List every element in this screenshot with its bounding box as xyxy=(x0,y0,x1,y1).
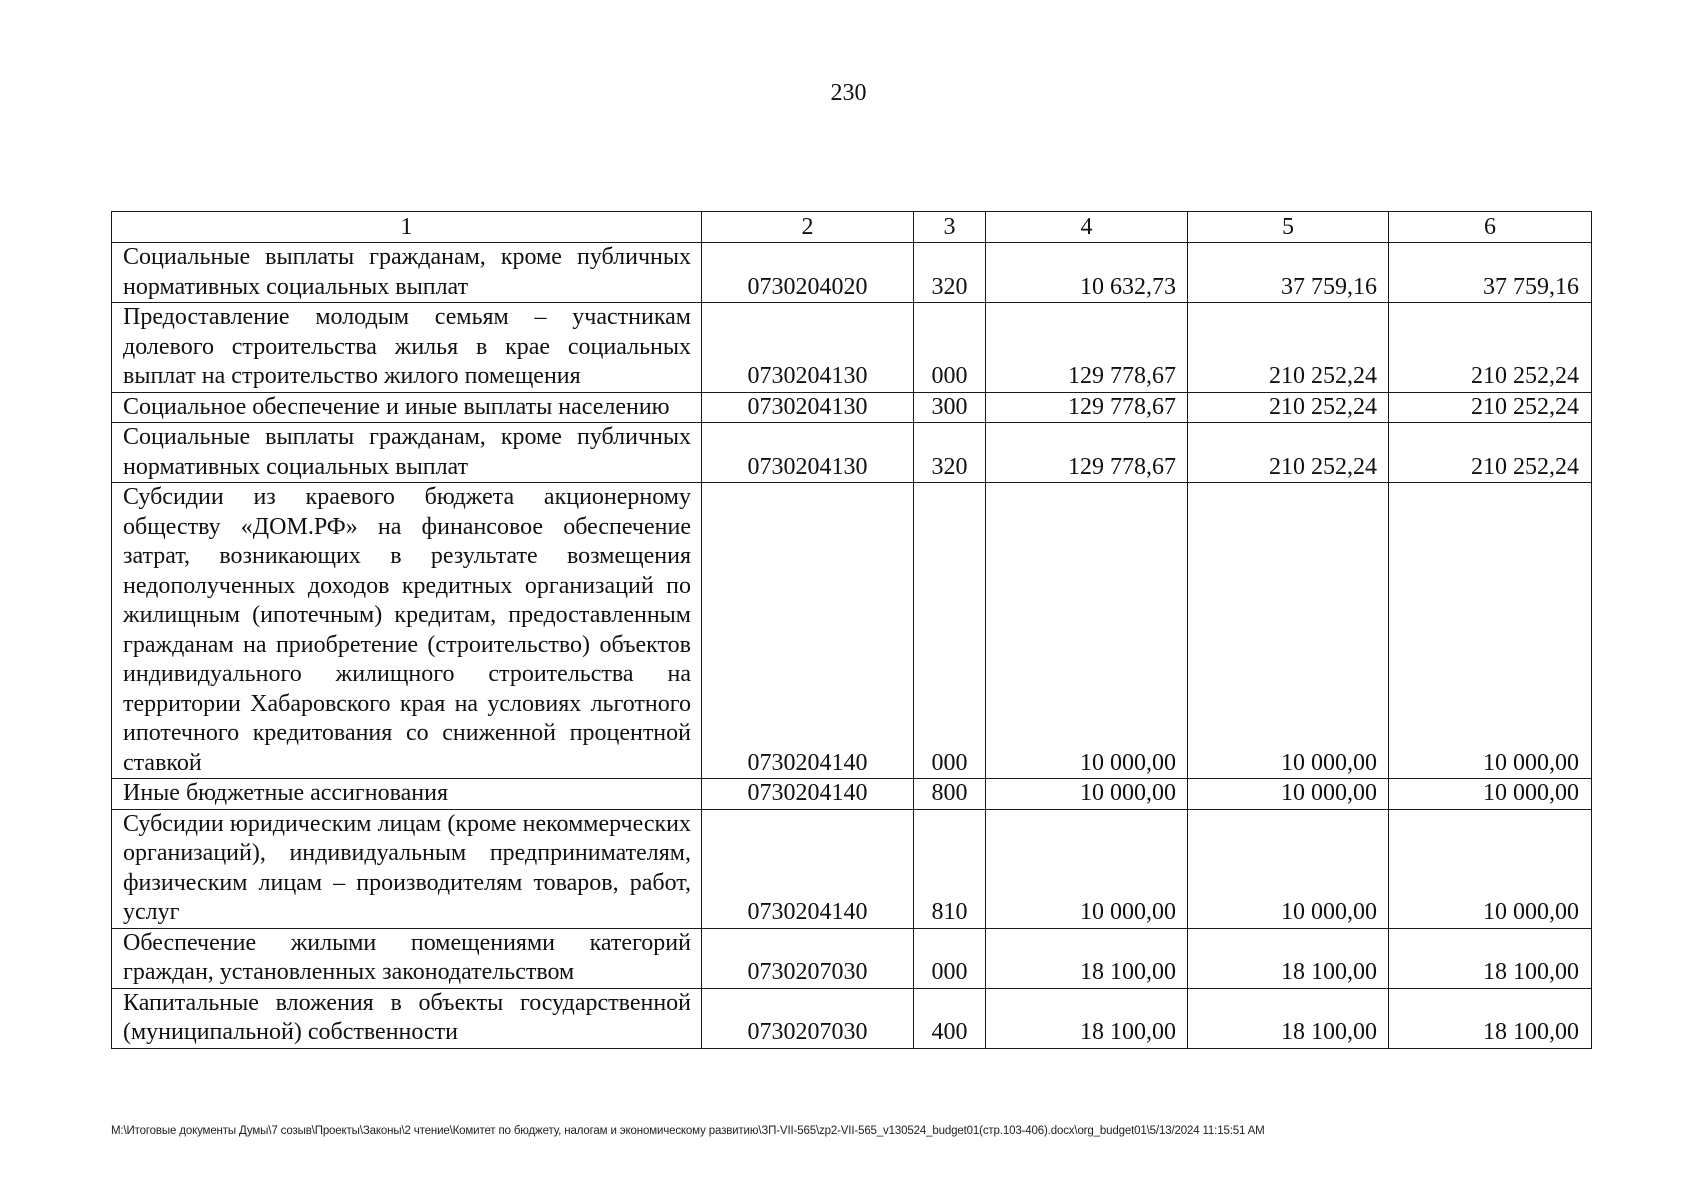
expense-type-cell: 000 xyxy=(914,928,986,988)
amount-col4-cell: 129 778,67 xyxy=(986,423,1188,483)
page-number: 230 xyxy=(830,80,867,106)
expense-type-cell: 800 xyxy=(914,779,986,810)
table-header-row xyxy=(112,212,1592,243)
item-name-cell: Обеспечение жилыми помещениями категорий граждан, установленных законодательством xyxy=(112,928,702,988)
expense-type-cell: 000 xyxy=(914,303,986,393)
amount-col5-cell: 10 000,00 xyxy=(1188,483,1389,779)
header-cell: 5 xyxy=(1188,212,1389,243)
target-code-cell: 0730204130 xyxy=(702,423,914,483)
amount-col6-cell: 37 759,16 xyxy=(1389,243,1592,303)
item-name-cell: Капитальные вложения в объекты государственной (муниципальной) собственности xyxy=(112,988,702,1048)
expense-type-cell: 320 xyxy=(914,423,986,483)
amount-col6-cell: 210 252,24 xyxy=(1389,423,1592,483)
header-cell: 1 xyxy=(112,212,702,243)
table-row xyxy=(112,243,1592,303)
item-name-cell: Субсидии из краевого бюджета акционерному обществу «ДОМ.РФ» на финансовое обеспечение затрат, возникающих в результате возмещения недополученных доходов кредитных организаций по жилищным (ипотечным) кредитам, предоставленным гражданам на приобретение (строительство) объектов индивидуального жилищного строительства на территории Хабаровского края на условиях льготного ипотечного кредитования со сниженной процентной ставкой xyxy=(112,483,702,779)
amount-col4-cell: 10 632,73 xyxy=(986,243,1188,303)
item-name-cell: Социальное обеспечение и иные выплаты населению xyxy=(112,392,702,423)
table-row xyxy=(112,988,1592,1048)
header-cell: 4 xyxy=(986,212,1188,243)
expense-type-cell: 400 xyxy=(914,988,986,1048)
table-row xyxy=(112,392,1592,423)
target-code-cell: 0730204140 xyxy=(702,809,914,928)
amount-col4-cell: 18 100,00 xyxy=(986,988,1188,1048)
amount-col6-cell: 210 252,24 xyxy=(1389,392,1592,423)
amount-col4-cell: 10 000,00 xyxy=(986,779,1188,810)
amount-col4-cell: 129 778,67 xyxy=(986,303,1188,393)
table-row xyxy=(112,928,1592,988)
target-code-cell: 0730204140 xyxy=(702,779,914,810)
item-name-cell: Субсидии юридическим лицам (кроме некоммерческих организаций), индивидуальным предпринимателям, физическим лицам – производителям товаров, работ, услуг xyxy=(112,809,702,928)
amount-col5-cell: 10 000,00 xyxy=(1188,809,1389,928)
amount-col6-cell: 10 000,00 xyxy=(1389,809,1592,928)
expense-type-cell: 000 xyxy=(914,483,986,779)
amount-col4-cell: 10 000,00 xyxy=(986,809,1188,928)
amount-col5-cell: 210 252,24 xyxy=(1188,303,1389,393)
table-row xyxy=(112,423,1592,483)
amount-col5-cell: 18 100,00 xyxy=(1188,988,1389,1048)
item-name-cell: Социальные выплаты гражданам, кроме публичных нормативных социальных выплат xyxy=(112,423,702,483)
item-name-cell: Иные бюджетные ассигнования xyxy=(112,779,702,810)
amount-col4-cell: 18 100,00 xyxy=(986,928,1188,988)
document-file-path: M:\Итоговые документы Думы\7 созыв\Проекты\Законы\2 чтение\Комитет по бюджету, налогам и экономическому развитию\ЗП-VII-565\zp2-VII-565_v130524_budget01(стр.103-406).docx\org_budget01\5/13/2024 11:15:51 AM xyxy=(111,1125,1265,1137)
amount-col5-cell: 37 759,16 xyxy=(1188,243,1389,303)
amount-col6-cell: 18 100,00 xyxy=(1389,988,1592,1048)
header-cell: 3 xyxy=(914,212,986,243)
target-code-cell: 0730207030 xyxy=(702,928,914,988)
target-code-cell: 0730204020 xyxy=(702,243,914,303)
amount-col5-cell: 18 100,00 xyxy=(1188,928,1389,988)
amount-col6-cell: 10 000,00 xyxy=(1389,779,1592,810)
expense-type-cell: 320 xyxy=(914,243,986,303)
item-name-cell: Предоставление молодым семьям – участникам долевого строительства жилья в крае социальных выплат на строительство жилого помещения xyxy=(112,303,702,393)
amount-col6-cell: 18 100,00 xyxy=(1389,928,1592,988)
amount-col5-cell: 210 252,24 xyxy=(1188,423,1389,483)
amount-col5-cell: 210 252,24 xyxy=(1188,392,1389,423)
target-code-cell: 0730204140 xyxy=(702,483,914,779)
item-name-cell: Социальные выплаты гражданам, кроме публичных нормативных социальных выплат xyxy=(112,243,702,303)
amount-col4-cell: 10 000,00 xyxy=(986,483,1188,779)
table-row xyxy=(112,779,1592,810)
budget-table-container xyxy=(111,211,1591,1049)
table-row xyxy=(112,303,1592,393)
amount-col5-cell: 10 000,00 xyxy=(1188,779,1389,810)
budget-table xyxy=(111,211,1592,1049)
amount-col6-cell: 210 252,24 xyxy=(1389,303,1592,393)
header-cell: 6 xyxy=(1389,212,1592,243)
target-code-cell: 0730207030 xyxy=(702,988,914,1048)
header-cell: 2 xyxy=(702,212,914,243)
table-row xyxy=(112,809,1592,928)
amount-col6-cell: 10 000,00 xyxy=(1389,483,1592,779)
expense-type-cell: 810 xyxy=(914,809,986,928)
target-code-cell: 0730204130 xyxy=(702,303,914,393)
expense-type-cell: 300 xyxy=(914,392,986,423)
table-row xyxy=(112,483,1592,779)
target-code-cell: 0730204130 xyxy=(702,392,914,423)
amount-col4-cell: 129 778,67 xyxy=(986,392,1188,423)
